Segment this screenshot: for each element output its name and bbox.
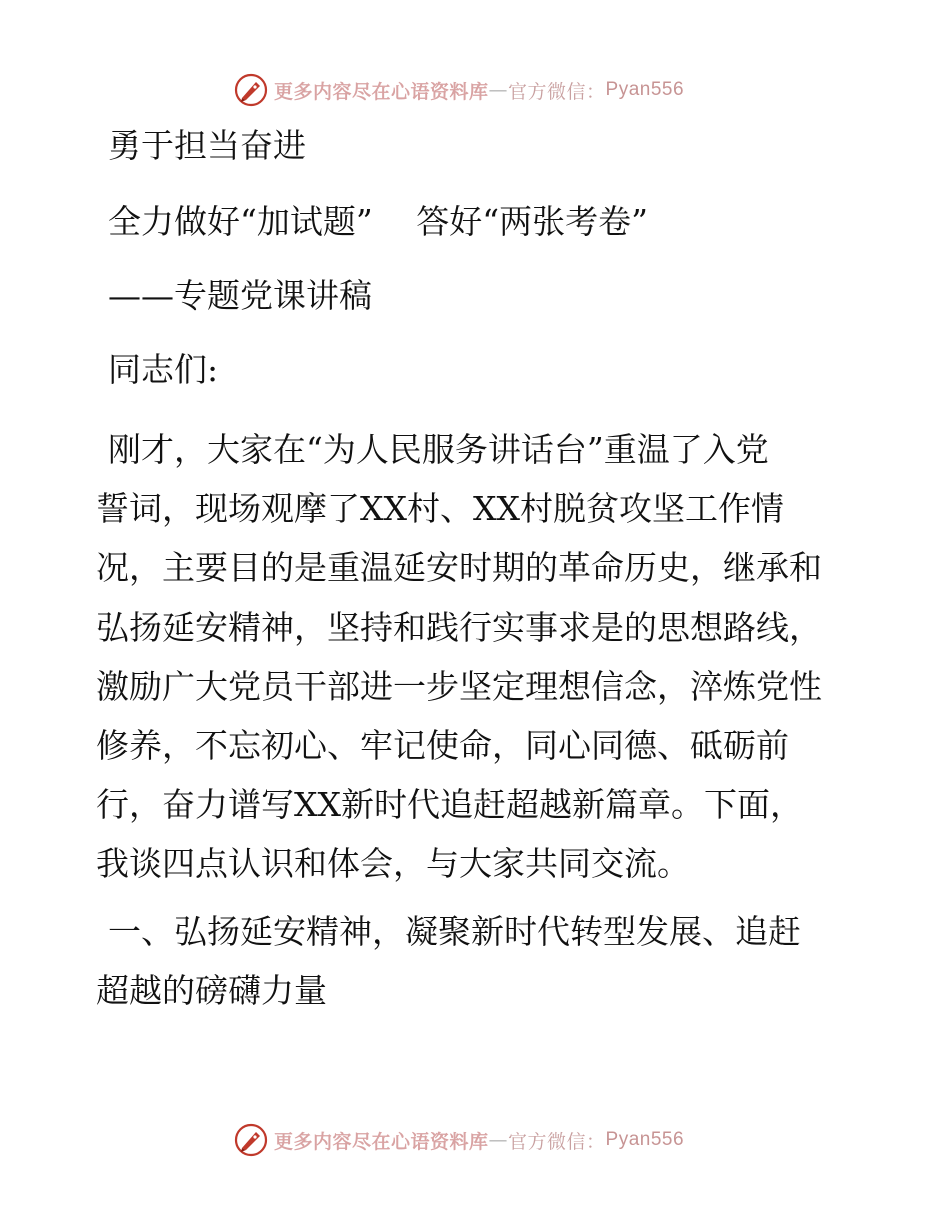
paragraph-line: 我谈四点认识和体会，与大家共同交流。 bbox=[96, 844, 690, 884]
watermark-separator: — bbox=[488, 1129, 509, 1151]
paragraph-line: 修养，不忘初心、牢记使命，同心同德、砥砺前 bbox=[96, 725, 789, 765]
watermark-sub-text: 官方微信： bbox=[508, 80, 606, 103]
title-line-2: 全力做好“加试题” 答好“两张考卷” bbox=[108, 202, 648, 241]
paragraph-line: 弘扬延安精神，坚持和践行实事求是的思想路线， bbox=[96, 607, 822, 647]
watermark-separator: — bbox=[488, 79, 509, 101]
pen-logo-icon bbox=[234, 1123, 268, 1157]
pen-logo-icon bbox=[234, 73, 268, 107]
watermark-wechat-id: Pyan556 bbox=[605, 1129, 685, 1150]
watermark-sub-text: 官方微信： bbox=[508, 1130, 606, 1153]
greeting: 同志们: bbox=[108, 350, 219, 389]
paragraph-line: 刚才，大家在“为人民服务讲话台”重温了入党 bbox=[108, 430, 769, 469]
section-heading-line: 一、弘扬延安精神，凝聚新时代转型发展、追赶 bbox=[108, 912, 801, 951]
watermark-main-text: 更多内容尽在心语资料库 bbox=[274, 1130, 489, 1153]
paragraph-line: 况，主要目的是重温延安时期的革命历史，继承和 bbox=[96, 548, 822, 588]
section-heading-line: 超越的磅礴力量 bbox=[96, 971, 327, 1010]
opening-paragraph bbox=[96, 420, 866, 894]
watermark-footer bbox=[234, 1122, 684, 1158]
watermark-header bbox=[234, 72, 684, 108]
section-heading-1 bbox=[96, 902, 866, 1020]
paragraph-line: 行，奋力谱写XX新时代追赶超越新篇章。下面， bbox=[96, 785, 803, 825]
title-line-3: ——专题党课讲稿 bbox=[108, 276, 372, 315]
title-line-1: 勇于担当奋进 bbox=[108, 126, 306, 165]
paragraph-line: 誓词，现场观摩了XX村、XX村脱贫攻坚工作情 bbox=[96, 489, 784, 529]
watermark-wechat-id: Pyan556 bbox=[605, 79, 685, 100]
paragraph-line: 激励广大党员干部进一步坚定理想信念，淬炼党性 bbox=[96, 666, 822, 706]
watermark-main-text: 更多内容尽在心语资料库 bbox=[274, 80, 489, 103]
